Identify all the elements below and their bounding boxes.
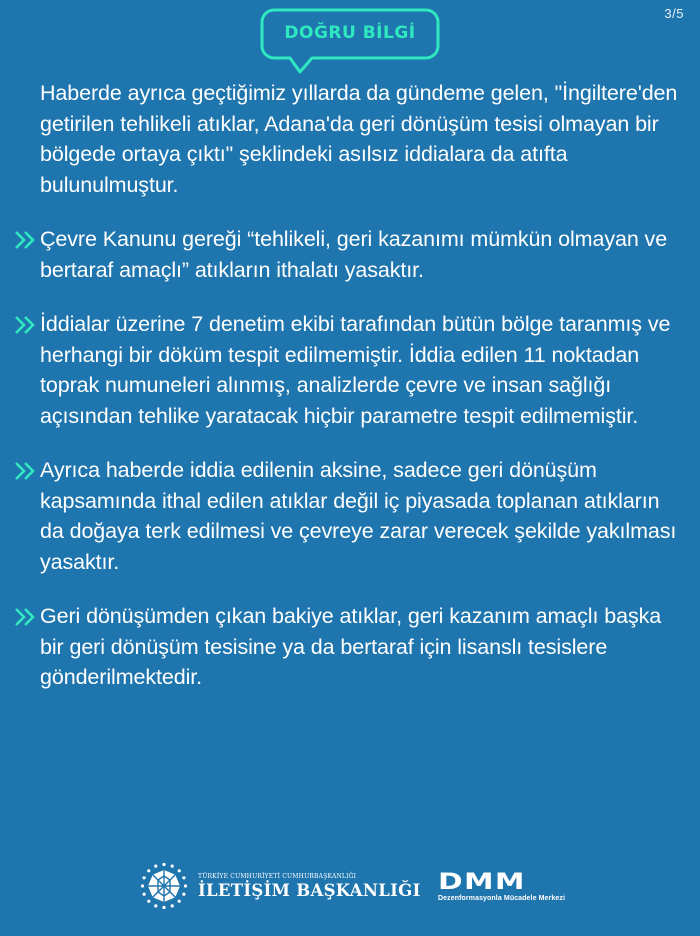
bullet-item <box>40 601 680 693</box>
double-chevron-right-icon <box>13 230 39 250</box>
bullet-item <box>40 224 680 285</box>
bullet-text: Geri dönüşümden çıkan bakiye atıklar, geri kazanım amaçlı başka bir geri dönüşüm tesisine ya da bertaraf için lisanslı tesislere gönderilmektedir. <box>40 604 662 689</box>
bullet-text: Çevre Kanunu gereği “tehlikeli, geri kazanımı mümkün olmayan ve bertaraf amaçlı” atıkların ithalatı yasaktır. <box>40 227 668 282</box>
dmm-logo <box>438 870 566 902</box>
double-chevron-right-icon <box>13 461 39 481</box>
dogru-bilgi-badge <box>260 8 440 62</box>
intro-paragraph: Haberde ayrıca geçtiğimiz yıllarda da gündeme gelen, "İngiltere'den getirilen tehlikeli atıklar, Adana'da geri dönüşüm tesisi olmayan bir bölgede ortaya çıktı" şeklindeki asılsız iddialara da atıfta bulunulmuştur. <box>40 81 678 197</box>
iletisim-emblem-icon <box>140 862 188 910</box>
badge-label: DOĞRU BİLGİ <box>284 23 416 43</box>
main-content <box>40 78 680 717</box>
bullet-item <box>40 455 680 577</box>
bullet-text: İddialar üzerine 7 denetim ekibi tarafından bütün bölge taranmış ve herhangi bir döküm tespit edilmemiştir. İddia edilen 11 noktadan toprak numuneleri alınmış, analizlerde çevre ve insan sağlığı açısından tehlike yaratacak hiçbir parametre tespit edilmemiştir. <box>40 312 671 428</box>
page-counter: 3/5 <box>664 6 684 21</box>
double-chevron-right-icon <box>13 315 39 335</box>
bullet-item <box>40 309 680 431</box>
dmm-subtitle: Dezenformasyonla Mücadele Merkezi <box>438 895 566 902</box>
double-chevron-right-icon <box>13 607 39 627</box>
institution-subtitle: TÜRKİYE CUMHURİYETİ CUMHURBAŞKANLIĞI <box>198 872 357 880</box>
bullet-text: Ayrıca haberde iddia edilenin aksine, sadece geri dönüşüm kapsamında ithal edilen atıklar değil iç piyasada toplanan atıkların da doğaya terk edilmesi ve çevreye zarar verecek şekilde yakılması yasaktır. <box>40 458 677 574</box>
iletisim-baskanligi-logo <box>140 862 421 910</box>
institution-name: İLETİŞİM BAŞKANLIĞI <box>198 880 421 900</box>
dmm-logo-text: DMM <box>438 870 526 895</box>
